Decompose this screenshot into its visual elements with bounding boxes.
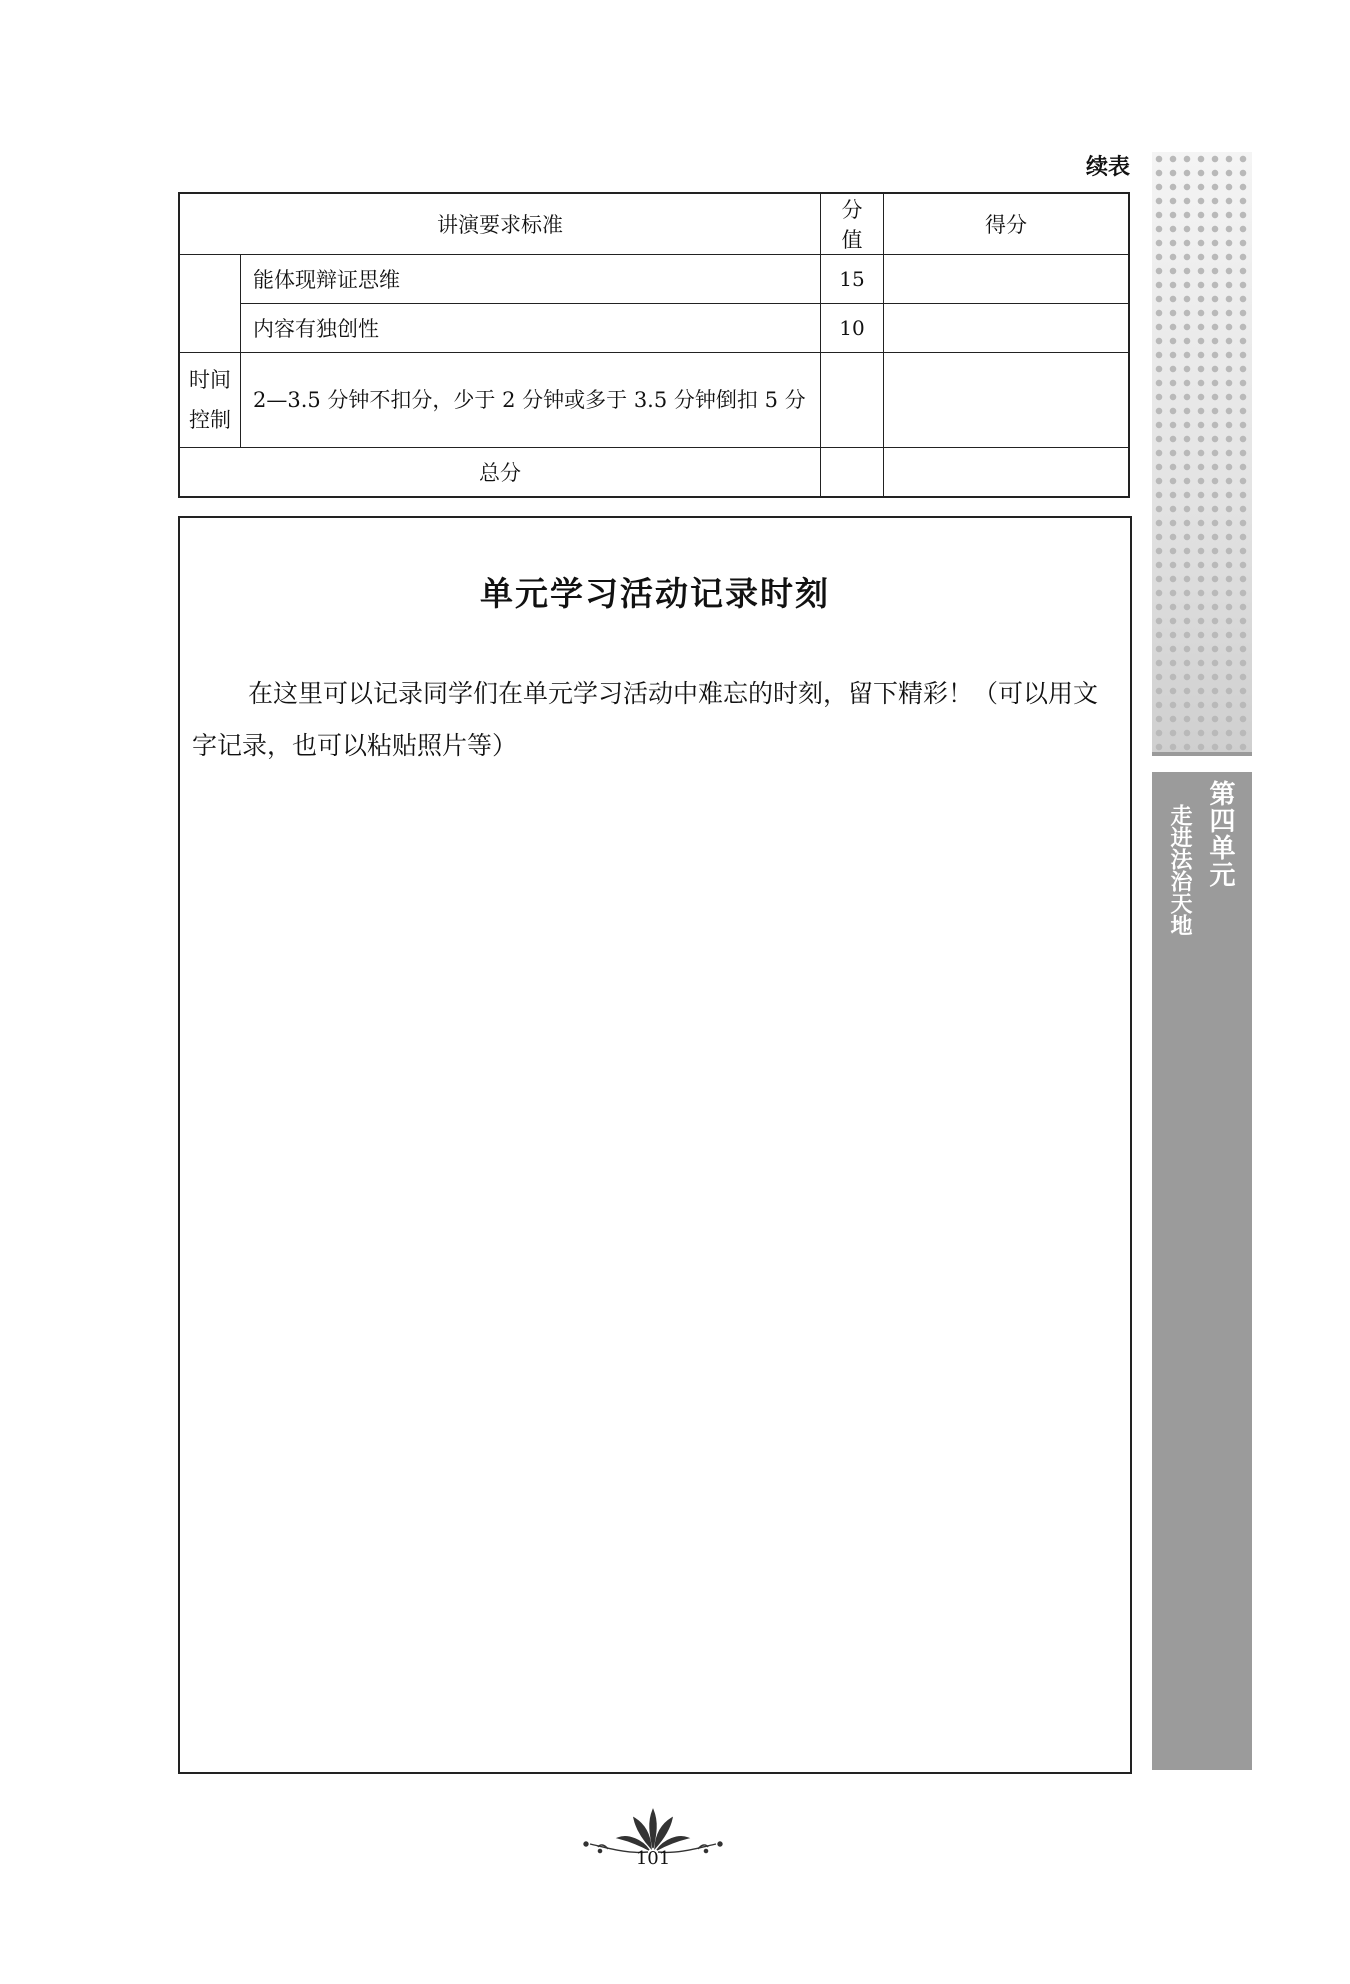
scoring-table (178, 192, 1130, 498)
points-cell-blank (821, 353, 884, 448)
criterion-points: 15 (821, 255, 884, 304)
total-label: 总分 (179, 448, 821, 498)
score-cell[interactable] (884, 353, 1130, 448)
header-standard: 讲演要求标准 (179, 193, 821, 255)
record-instructions: 在这里可以记录同学们在单元学习活动中难忘的时刻，留下精彩！（可以用文字记录，也可以粘贴照片等） (192, 679, 1099, 760)
sidebar-unit-label: 第四单元 (1205, 780, 1235, 888)
continued-table-label: 续表 (1085, 155, 1130, 180)
criterion-points: 10 (821, 304, 884, 353)
sidebar-unit-name: 走进法治天地 (1167, 804, 1192, 936)
table-row-total (179, 448, 1129, 498)
header-points: 分值 (821, 193, 884, 255)
record-title: 单元学习活动记录时刻 (480, 574, 830, 613)
total-score-cell[interactable] (884, 448, 1130, 498)
table-header-row (179, 193, 1129, 255)
page-number: 101 (635, 1848, 671, 1869)
score-cell[interactable] (884, 255, 1130, 304)
score-cell[interactable] (884, 304, 1130, 353)
criterion-text: 能体现辩证思维 (241, 255, 821, 304)
criterion-text: 2—3.5 分钟不扣分，少于 2 分钟或多于 3.5 分钟倒扣 5 分 (241, 353, 821, 448)
category-cell-blank (179, 255, 241, 353)
criterion-text: 内容有独创性 (241, 304, 821, 353)
sidebar-divider (1152, 752, 1252, 756)
table-row (179, 255, 1129, 304)
activity-record-box[interactable] (178, 516, 1132, 1774)
table-row-time (179, 353, 1129, 448)
points-cell-blank (821, 448, 884, 498)
table-row (179, 304, 1129, 353)
header-score: 得分 (884, 193, 1130, 255)
sidebar-dot-pattern (1152, 152, 1252, 752)
category-time-control: 时间控制 (179, 353, 241, 448)
